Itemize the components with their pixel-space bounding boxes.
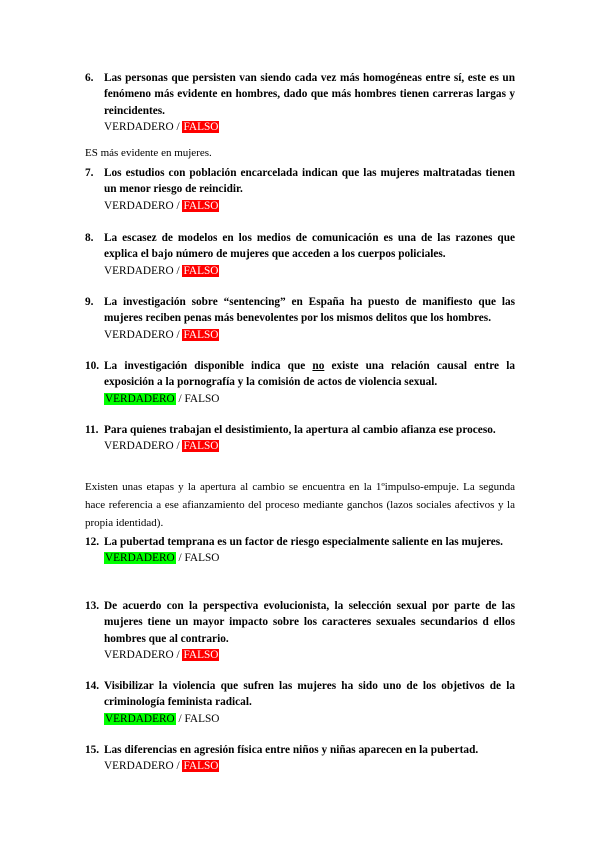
question-number: 15. [85, 744, 100, 756]
answer-options [104, 263, 515, 279]
question-number: 9. [85, 296, 94, 308]
option-separator: / [173, 760, 183, 773]
option-true: VERDADERO [104, 440, 174, 453]
option-separator: / [173, 120, 183, 133]
question-9 [85, 294, 515, 343]
answer-options [104, 119, 515, 135]
question-7 [85, 165, 515, 214]
option-separator: / [175, 552, 185, 565]
question-number: 10. [85, 360, 100, 372]
question-6 [85, 70, 515, 135]
question-12 [85, 534, 515, 567]
question-text: La investigación sobre “sentencing” en España ha puesto de manifiesto que las mujeres reciben penas más benevolentes por los mismos delitos que los hombres. [104, 296, 515, 325]
option-separator: / [175, 712, 185, 725]
question-text: Para quienes trabajan el desistimiento, la apertura al cambio afianza ese proceso. [104, 424, 496, 436]
question-8 [85, 230, 515, 279]
option-false: FALSO [184, 552, 220, 565]
question-number: 7. [85, 167, 94, 179]
answer-options [104, 758, 515, 774]
explanation-note: ES más evidente en mujeres. [85, 147, 212, 159]
option-true: VERDADERO [104, 120, 174, 133]
option-false-highlighted: FALSO [183, 199, 219, 212]
question-text: Las personas que persisten van siendo cada vez más homogéneas entre sí, este es un fenómeno más evidente en hombres, dado que más hombres tienen carreras largas y reincidentes. [104, 72, 515, 117]
option-true: VERDADERO [104, 199, 174, 212]
option-separator: / [173, 328, 183, 341]
option-false-highlighted: FALSO [183, 264, 219, 277]
answer-options [104, 391, 515, 407]
option-true: VERDADERO [104, 328, 174, 341]
question-number: 8. [85, 232, 94, 244]
option-false-highlighted: FALSO [183, 760, 219, 773]
answer-options [104, 198, 515, 214]
question-15 [85, 742, 515, 775]
underlined-word: no [312, 360, 325, 372]
option-false-highlighted: FALSO [183, 120, 219, 133]
question-13 [85, 598, 515, 663]
option-separator: / [173, 648, 183, 661]
option-separator: / [175, 392, 185, 405]
option-true-highlighted: VERDADERO [105, 552, 175, 565]
question-text: Visibilizar la violencia que sufren las mujeres ha sido uno de los objetivos de la criminología feminista radical. [104, 680, 515, 709]
answer-options [104, 647, 515, 663]
option-true: VERDADERO [104, 648, 174, 661]
question-text [104, 358, 515, 391]
question-14 [85, 678, 515, 727]
option-false-highlighted: FALSO [183, 328, 219, 341]
option-true: VERDADERO [104, 264, 174, 277]
question-text: De acuerdo con la perspectiva evolucionista, la selección sexual por parte de las mujeres tiene un mayor impacto sobre los caracteres sexuales secundarios d ellos hombres que al contrario. [104, 600, 515, 645]
answer-options [104, 438, 515, 454]
answer-options [104, 550, 515, 566]
option-false: FALSO [184, 392, 220, 405]
question-number: 12. [85, 536, 100, 548]
option-false-highlighted: FALSO [183, 440, 219, 453]
question-number: 11. [85, 424, 99, 436]
question-number: 13. [85, 600, 100, 612]
option-false: FALSO [184, 712, 220, 725]
answer-options [104, 327, 515, 343]
question-text: Los estudios con población encarcelada indican que las mujeres maltratadas tienen un menor riesgo de reincidir. [104, 167, 515, 196]
option-true-highlighted: VERDADERO [105, 392, 175, 405]
question-10 [85, 358, 515, 407]
option-separator: / [173, 440, 183, 453]
question-number: 14. [85, 680, 100, 692]
question-text-part: existe una relación causal entre la exposición a la pornografía y la comisión de actos de violencia sexual. [104, 360, 515, 389]
option-true: VERDADERO [104, 760, 174, 773]
answer-options [104, 711, 515, 727]
explanation-note: Existen unas etapas y la apertura al cambio se encuentra en la 1ºimpulso-empuje. La segunda hace referencia a ese afianzamiento del proceso mediante ganchos (lazos sociales afectivos y la propia identidad). [85, 481, 515, 529]
option-separator: / [173, 264, 183, 277]
option-true-highlighted: VERDADERO [105, 712, 175, 725]
question-text: La pubertad temprana es un factor de riesgo especialmente saliente en las mujeres. [104, 536, 504, 548]
question-text: La escasez de modelos en los medios de comunicación es una de las razones que explica el bajo número de mujeres que acceden a los cuerpos policiales. [104, 232, 515, 261]
question-number: 6. [85, 72, 94, 84]
option-separator: / [173, 199, 183, 212]
question-text-part: La investigación disponible indica que [104, 360, 313, 372]
option-false-highlighted: FALSO [183, 648, 219, 661]
question-text: Las diferencias en agresión física entre niños y niñas aparecen en la pubertad. [104, 744, 479, 756]
question-11 [85, 422, 515, 455]
